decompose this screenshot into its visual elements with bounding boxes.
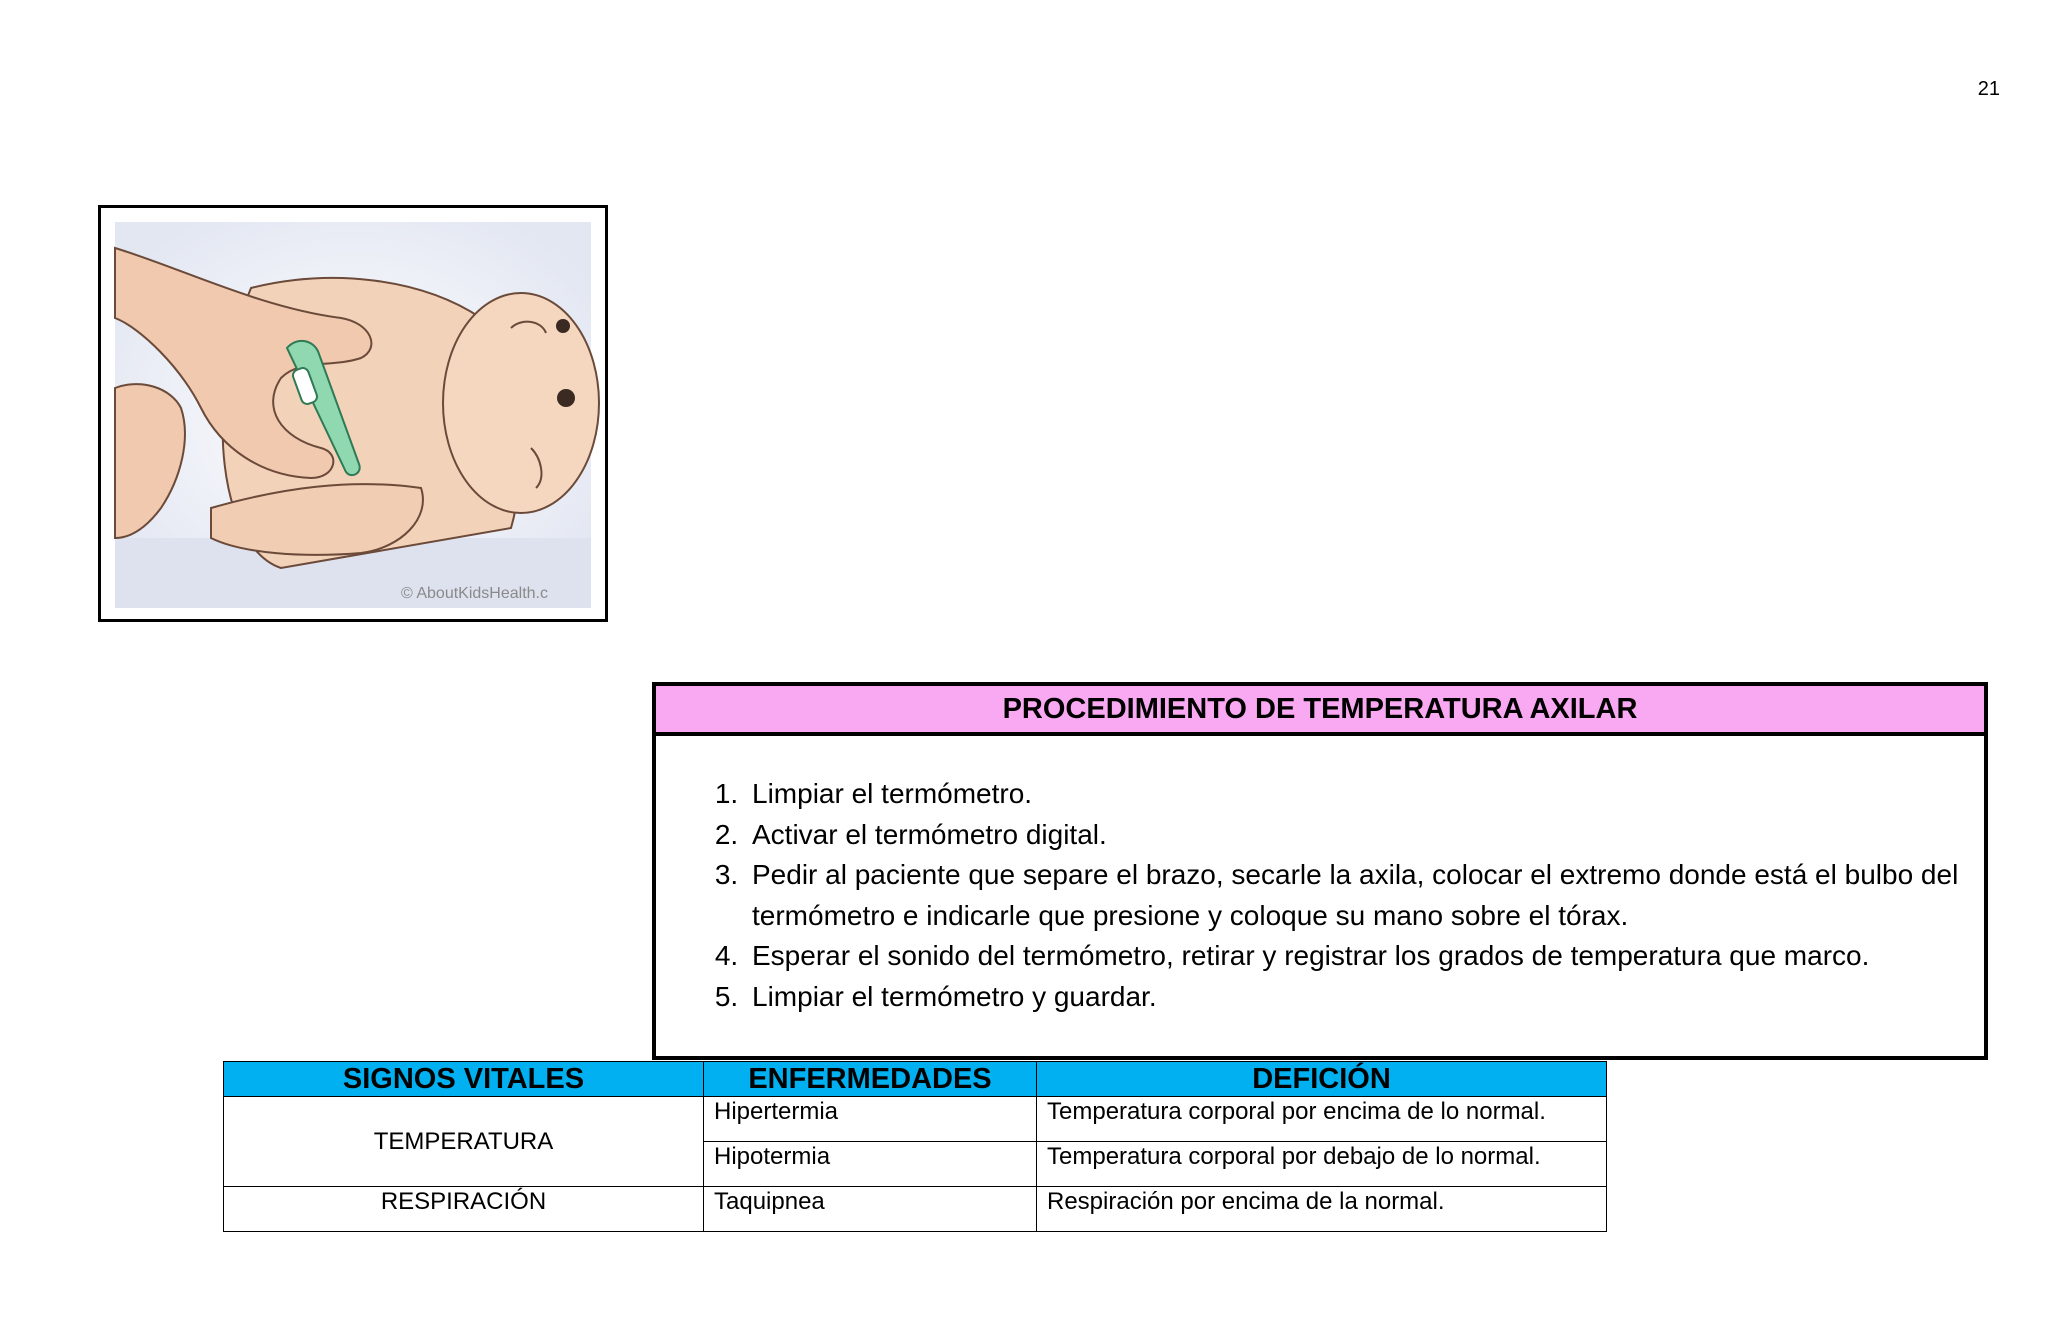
- procedure-step: 1. Limpiar el termómetro.: [746, 774, 1984, 815]
- disease-cell: Taquipnea: [704, 1187, 1037, 1232]
- definition-cell: Temperatura corporal por debajo de lo normal.: [1037, 1142, 1607, 1187]
- procedure-title: PROCEDIMIENTO DE TEMPERATURA AXILAR: [656, 686, 1984, 736]
- baby-thermometer-drawing: [101, 208, 605, 619]
- page-number: 21: [1977, 78, 2000, 100]
- sign-cell: TEMPERATURA: [224, 1097, 704, 1187]
- axillary-thermometer-illustration: [98, 205, 608, 622]
- procedure-step: 4. Esperar el sonido del termómetro, retirar y registrar los grados de temperatura que marco.: [746, 936, 1984, 977]
- header-deficion: DEFICIÓN: [1037, 1062, 1607, 1097]
- procedure-steps: [656, 736, 1984, 1017]
- sign-cell: RESPIRACIÓN: [224, 1187, 704, 1232]
- procedure-step: 3. Pedir al paciente que separe el brazo, secarle la axila, colocar el extremo donde está el bulbo del termómetro e indicarle que presione y coloque su mano sobre el tórax.: [746, 855, 1984, 936]
- header-enfermedades: ENFERMEDADES: [704, 1062, 1037, 1097]
- watermark-text: © AboutKidsHealth.c: [401, 585, 548, 602]
- procedure-step: 2. Activar el termómetro digital.: [746, 815, 1984, 856]
- table-header-row: [224, 1062, 1607, 1097]
- header-signos-vitales: SIGNOS VITALES: [224, 1062, 704, 1097]
- disease-cell: Hipotermia: [704, 1142, 1037, 1187]
- definition-cell: Respiración por encima de la normal.: [1037, 1187, 1607, 1232]
- vital-signs-table: [223, 1061, 1607, 1232]
- procedure-step: 5. Limpiar el termómetro y guardar.: [746, 977, 1984, 1018]
- table-row: [224, 1187, 1607, 1232]
- table-row: [224, 1097, 1607, 1142]
- definition-cell: Temperatura corporal por encima de lo normal.: [1037, 1097, 1607, 1142]
- disease-cell: Hipertermia: [704, 1097, 1037, 1142]
- procedure-box: [652, 682, 1988, 1060]
